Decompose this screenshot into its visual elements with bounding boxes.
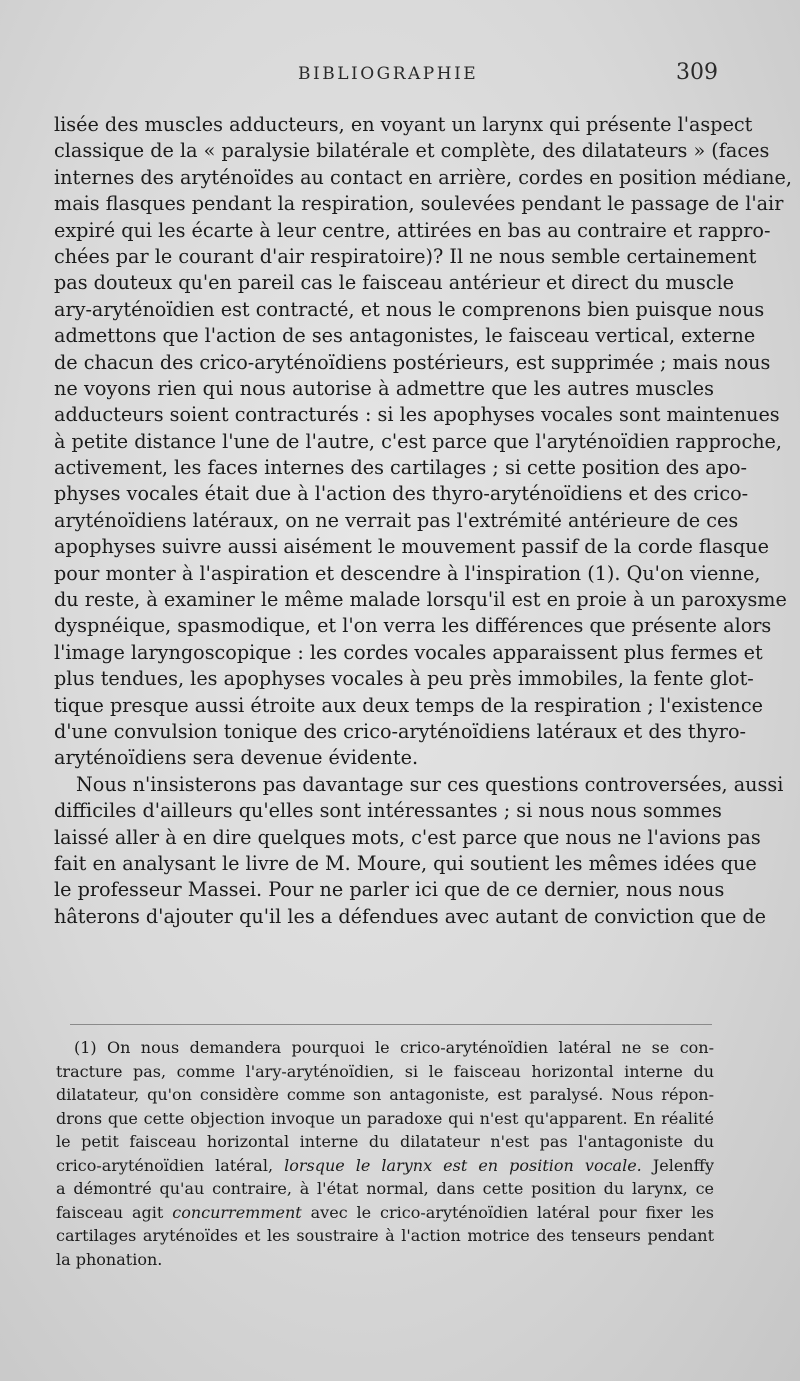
page-header [0,58,800,94]
text-line: activement, les faces internes des cartilages ; si cette position des apo- [54,456,748,480]
text-line: admettons que l'action de ses antagonistes, le faisceau vertical, externe [54,324,756,348]
footnote-separator [70,1024,712,1025]
text-line: ary-aryténoïdien est contracté, et nous le comprenons bien puisque nous [54,297,765,321]
text-line: tique presque aussi étroite aux deux temps de la respiration ; l'existence [54,693,763,717]
text-line: aryténoïdiens latéraux, on ne verrait pas l'extrémité antérieure de ces [54,508,739,532]
text-line: chées par le courant d'air respiratoire)? Il ne nous semble certainement [54,244,757,268]
footnote-line: dilatateur, qu'on considère comme son antagoniste, est paralysé. Nous répon- [56,1085,714,1104]
running-title: BIBLIOGRAPHIE [298,64,479,84]
text-line: apophyses suivre aussi aisément le mouvement passif de la corde flasque [54,535,769,559]
footnote-line: a démontré qu'au contraire, à l'état normal, dans cette position du larynx, ce [56,1179,714,1198]
text-line: lisée des muscles adducteurs, en voyant un larynx qui présente l'aspect [54,113,753,136]
text-line: d'une convulsion tonique des crico-aryténoïdiens latéraux et des thyro- [54,719,747,743]
text-line: classique de la « paralysie bilatérale et complète, des dilatateurs » (faces [54,139,770,163]
text-line: pour monter à l'aspiration et descendre à l'inspiration (1). Qu'on vienne, [54,561,761,585]
footnote-text: faisceau agit [56,1202,164,1222]
text-line: à petite distance l'une de l'autre, c'est parce que l'aryténoïdien rapproche, [54,429,783,453]
footnote-line: (1) On nous demandera pourquoi le crico-aryténoïdien latéral ne se con- [74,1038,714,1057]
text-line: dyspnéique, spasmodique, et l'on verra les différences que présente alors [54,614,772,638]
text-line: fait en analysant le livre de M. Moure, qui soutient les mêmes idées que [54,851,757,875]
text-line: physes vocales était due à l'action des thyro-aryténoïdiens et des crico- [54,482,749,506]
text-line: ne voyons rien qui nous autorise à admettre que les autres muscles [54,376,714,400]
text-line: pas douteux qu'en pareil cas le faisceau antérieur et direct du muscle [54,271,734,295]
body-text [54,112,792,930]
text-line: adducteurs soient contracturés : si les apophyses vocales sont maintenues [54,403,780,427]
text-line: laissé aller à en dire quelques mots, c'est parce que nous ne l'avions pas [54,825,761,849]
footnote-italic-text: lorsque le larynx est en position vocale. [284,1155,642,1175]
text-line: internes des aryténoïdes au contact en arrière, cordes en position médiane, [54,165,792,189]
footnote-text: crico-aryténoïdien latéral, [56,1155,274,1175]
text-line: aryténoïdiens sera devenue évidente. [54,746,419,770]
footnote-line: tracture pas, comme l'ary-aryténoïdien, si le faisceau horizontal interne du [56,1061,714,1081]
text-line: mais flasques pendant la respiration, soulevées pendant le passage de l'air [54,192,784,216]
footnote-line: drons que cette objection invoque un paradoxe qui n'est qu'apparent. En réalité [56,1108,714,1128]
footnote-line-mixed [56,1154,714,1178]
text-line: hâterons d'ajouter qu'il les a défendues avec autant de conviction que de [54,904,767,928]
text-line: du reste, à examiner le même malade lorsqu'il est en proie à un paroxysme [54,588,787,612]
footnote-italic-text: concurremment [172,1202,302,1222]
text-line: plus tendues, les apophyses vocales à peu près immobiles, la fente glot- [54,667,754,691]
footnote-line: le petit faisceau horizontal interne du dilatateur n'est pas l'antagoniste du [56,1132,714,1151]
footnote [56,1036,714,1271]
text-line: le professeur Massei. Pour ne parler ici que de ce dernier, nous nous [54,878,725,902]
text-line: Nous n'insisterons pas davantage sur ces questions controversées, aussi [76,772,784,796]
text-line: difficiles d'ailleurs qu'elles sont intéressantes ; si nous nous sommes [54,799,722,823]
footnote-line: la phonation. [56,1249,163,1269]
text-line: l'image laryngoscopique : les cordes vocales apparaissent plus fermes et [54,640,763,664]
footnote-line-mixed [56,1201,714,1225]
footnote-text: Jelenffy [652,1155,714,1175]
footnote-text: avec le crico-aryténoïdien latéral pour fixer les [310,1202,715,1222]
text-line: expiré qui les écarte à leur centre, attirées en bas au contraire et rappro- [54,218,771,242]
footnote-line: cartilages aryténoïdes et les soustraire à l'action motrice des tenseurs pendant [56,1226,714,1245]
text-line: de chacun des crico-aryténoïdiens postérieurs, est supprimée ; mais nous [54,350,771,374]
page-number: 309 [676,60,718,85]
